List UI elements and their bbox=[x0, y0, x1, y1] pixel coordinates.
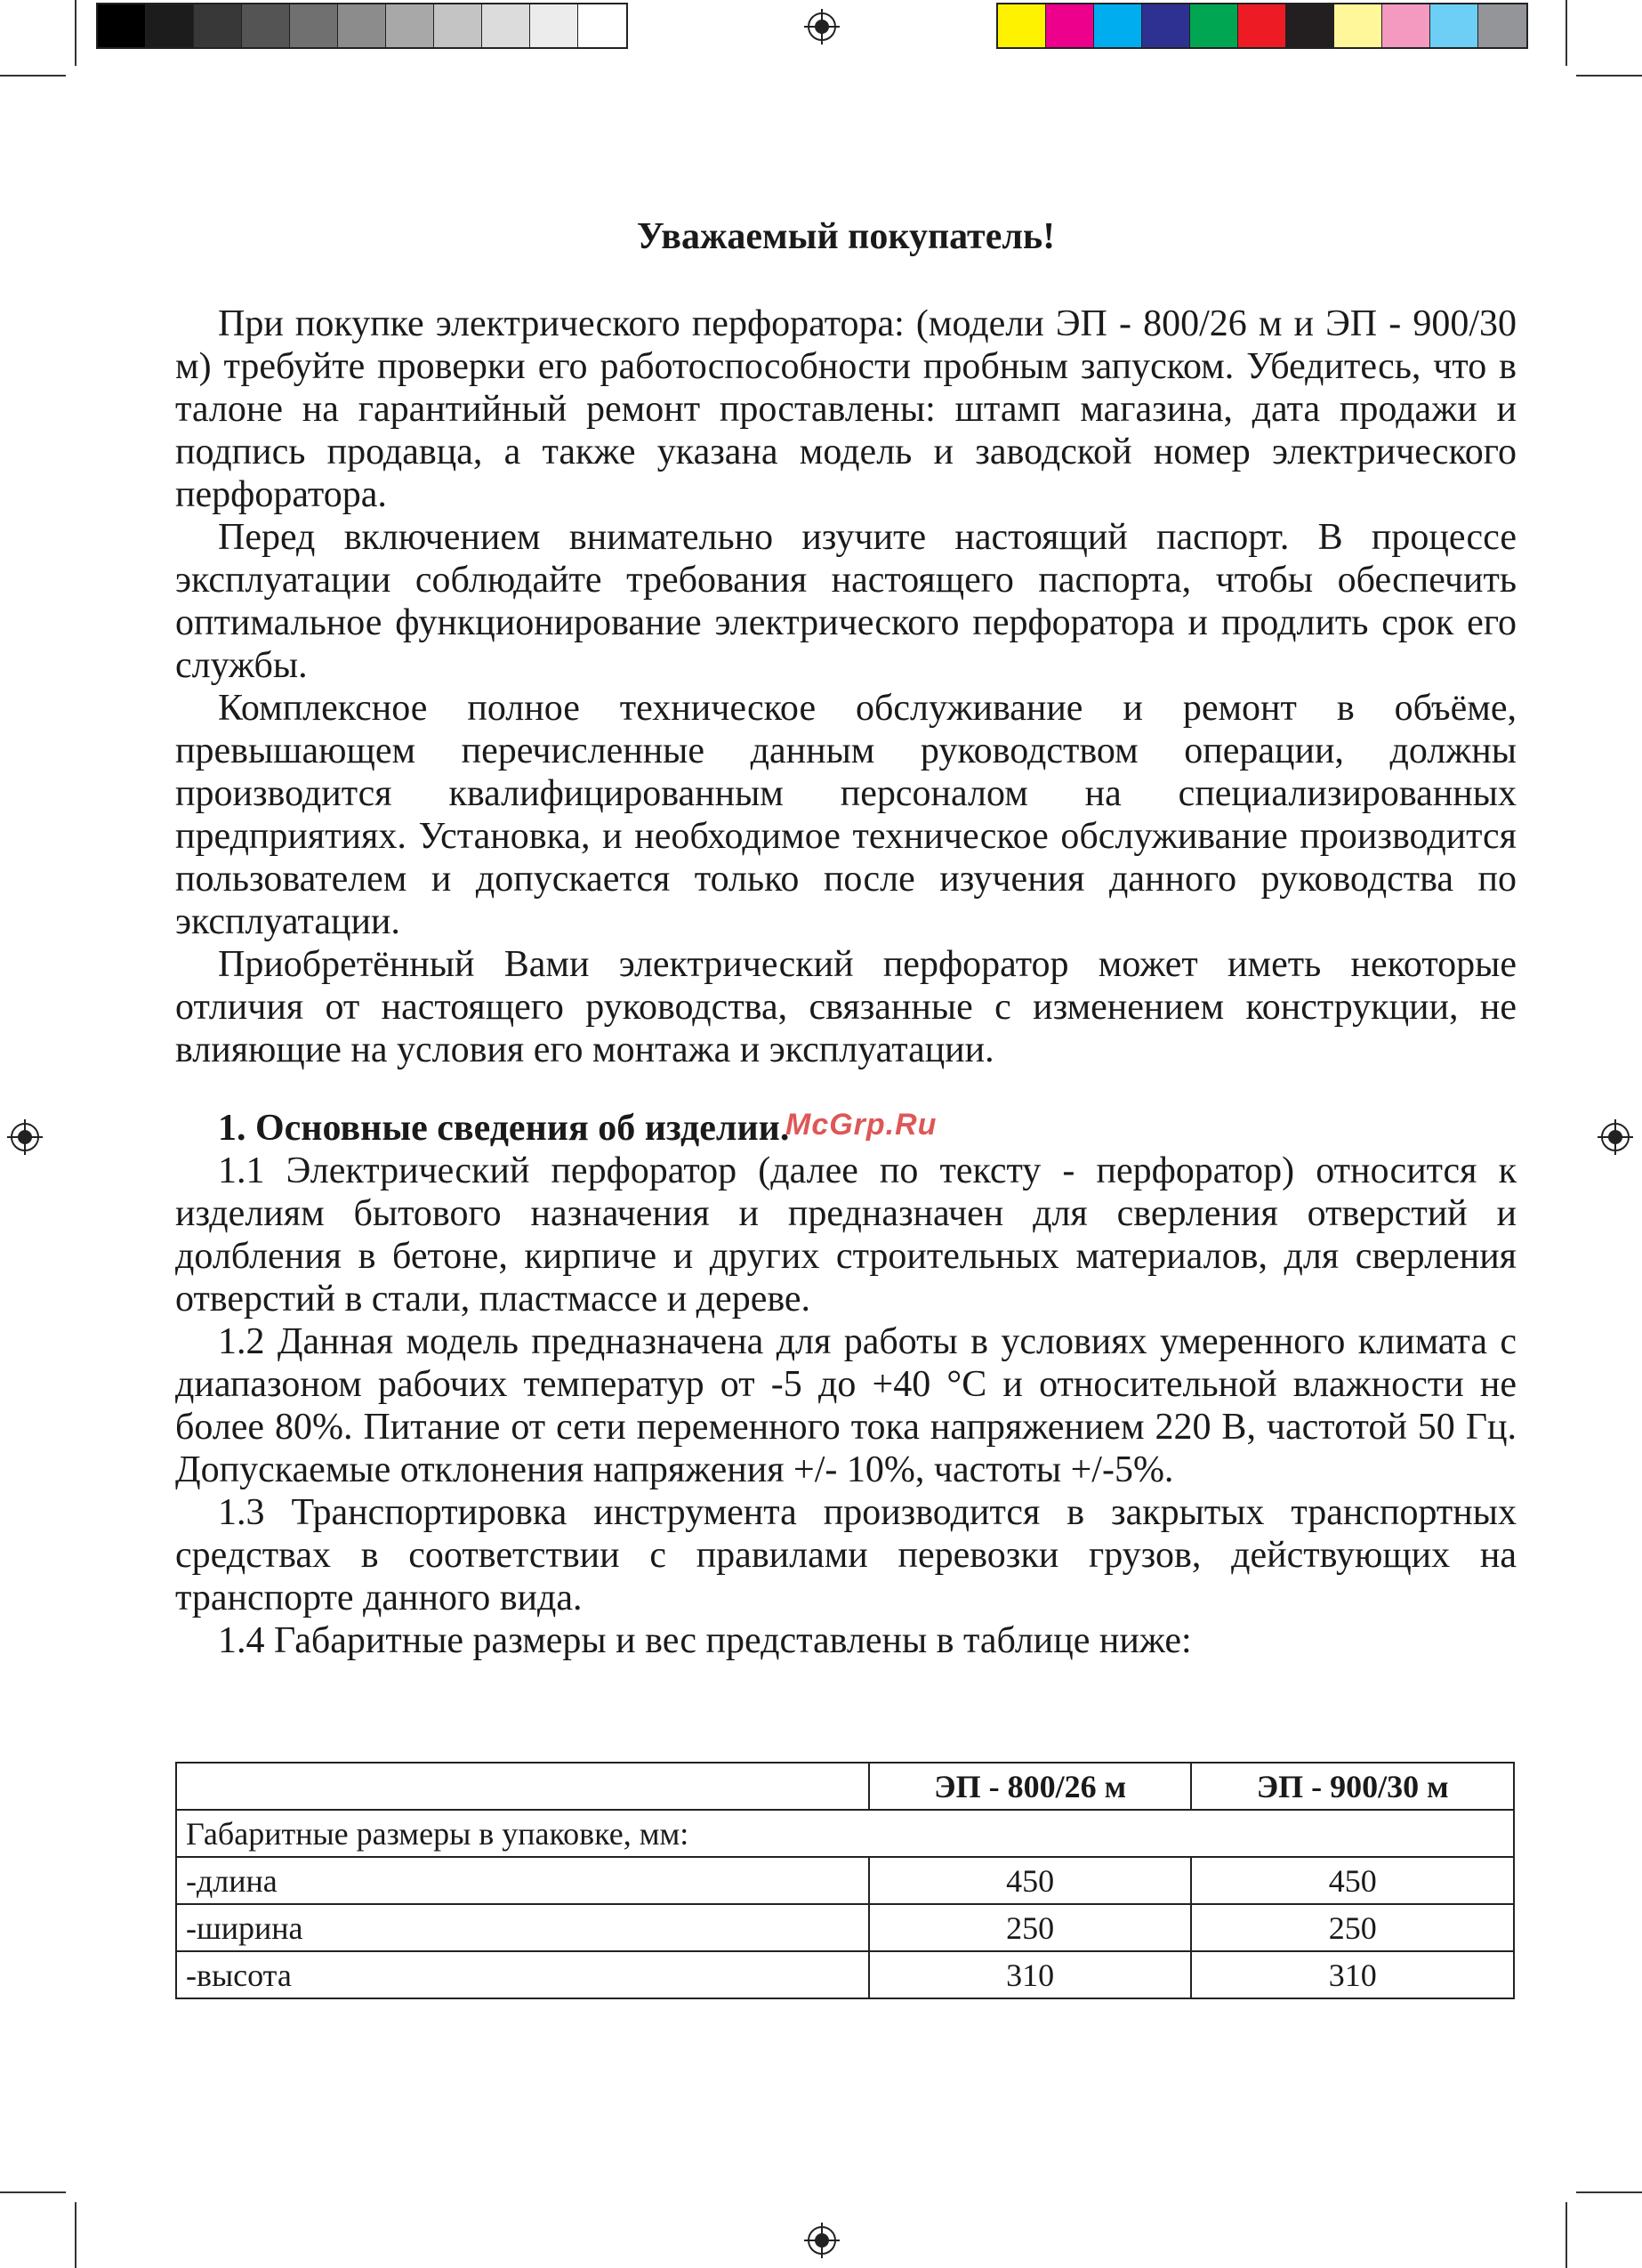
table-cell: 250 bbox=[1191, 1904, 1514, 1951]
intro-paragraph: Комплексное полное техническое обслуживание и ремонт в объёме, превышающем перечисленные данным руководством операции, должны производится квалифицированным персоналом на специализированных предприятиях. Установка, и необходимое техническое обслуживание производится пользователем и допускается только после изучения данного руководства по эксплуатации. bbox=[175, 688, 1517, 942]
crop-mark bbox=[1566, 2202, 1567, 2268]
crop-mark bbox=[75, 2202, 76, 2268]
registration-mark-icon bbox=[7, 1119, 43, 1155]
table-cell: 310 bbox=[869, 1951, 1192, 1998]
intro-paragraph: Перед включением внимательно изучите настоящий паспорт. В процессе эксплуатации соблюдайте требования настоящего паспорта, чтобы обеспечить оптимальное функционирование электрического перфоратора и продлить срок его службы. bbox=[175, 517, 1517, 686]
table-cell: 450 bbox=[869, 1857, 1192, 1904]
section-heading-text: 1. Основные сведения об изделии. bbox=[218, 1108, 790, 1149]
dimensions-table bbox=[175, 1762, 1515, 1999]
crop-mark bbox=[0, 2191, 66, 2193]
table-row bbox=[176, 1904, 1514, 1951]
section-paragraph: 1.2 Данная модель предназначена для работы в условиях умеренного климата с диапазоном рабочих температур от -5 до +40 °С и относительной влажности не более 80%. Питание от сети переменного тока напряжением 220 В, частотой 50 Гц. Допускаемые отклонения напряжения +/- 10%, частоты +/-5%. bbox=[175, 1321, 1517, 1490]
table-cell: -длина bbox=[176, 1857, 869, 1904]
color-swatch bbox=[1238, 4, 1286, 47]
table-row bbox=[176, 1951, 1514, 1998]
table-cell: 250 bbox=[869, 1904, 1192, 1951]
watermark: McGrp.Ru bbox=[785, 1108, 938, 1142]
section-heading bbox=[175, 1107, 1517, 1150]
color-swatch bbox=[1430, 4, 1478, 47]
registration-mark-icon bbox=[804, 2223, 840, 2258]
crop-mark bbox=[1576, 2191, 1642, 2193]
table-cell: 310 bbox=[1191, 1951, 1514, 1998]
color-swatch bbox=[1334, 4, 1382, 47]
color-swatch bbox=[530, 4, 578, 47]
intro-paragraph: При покупке электрического перфоратора: (модели ЭП - 800/26 м и ЭП - 900/30 м) требуйте проверки его работоспособности пробным запуском. Убедитесь, что в талоне на гарантийный ремонт проставлены: штамп магазина, дата продажи и подпись продавца, а также указана модель и заводской номер электрического перфоратора. bbox=[175, 303, 1517, 515]
section-paragraph: 1.4 Габаритные размеры и вес представлены в таблице ниже: bbox=[218, 1620, 1192, 1661]
color-swatch bbox=[98, 4, 146, 47]
color-swatch bbox=[1190, 4, 1238, 47]
color-swatch bbox=[146, 4, 194, 47]
table-group-row bbox=[176, 1810, 1514, 1857]
crop-mark bbox=[75, 0, 76, 66]
color-swatch bbox=[242, 4, 290, 47]
crop-mark bbox=[1576, 75, 1642, 77]
color-swatch bbox=[386, 4, 434, 47]
color-swatch bbox=[1286, 4, 1334, 47]
color-swatch bbox=[482, 4, 530, 47]
color-swatch bbox=[1382, 4, 1430, 47]
color-swatch bbox=[290, 4, 338, 47]
table-header-cell: ЭП - 900/30 м bbox=[1191, 1763, 1514, 1810]
gray-calibration-bar bbox=[96, 3, 628, 49]
color-swatch bbox=[434, 4, 482, 47]
color-swatch bbox=[578, 4, 626, 47]
page-title: Уважаемый покупатель! bbox=[636, 216, 1056, 257]
color-calibration-bar bbox=[996, 3, 1528, 49]
section-paragraph: 1.1 Электрический перфоратор (далее по тексту - перфоратор) относится к изделиям бытового назначения и предназначен для сверления отверстий и долбления в бетоне, кирпиче и других строительных материалов, для сверления отверстий в стали, пластмассе и дереве. bbox=[175, 1150, 1517, 1320]
registration-mark-icon bbox=[804, 9, 840, 44]
section-paragraph: 1.3 Транспортировка инструмента производится в закрытых транспортных средствах в соответствии с правилами перевозки грузов, действующих на транспорте данного вида. bbox=[175, 1492, 1517, 1618]
table-cell: -ширина bbox=[176, 1904, 869, 1951]
crop-mark bbox=[1566, 0, 1567, 66]
document-body bbox=[175, 210, 1517, 1662]
table-cell: 450 bbox=[1191, 1857, 1514, 1904]
intro-paragraph: Приобретённый Вами электрический перфоратор может иметь некоторые отличия от настоящего руководства, связанные с изменением конструкции, не влияющие на условия его монтажа и эксплуатации. bbox=[175, 944, 1517, 1070]
table-group-label: Габаритные размеры в упаковке, мм: bbox=[176, 1810, 1514, 1857]
color-swatch bbox=[1046, 4, 1094, 47]
table-row bbox=[176, 1857, 1514, 1904]
table-header-cell bbox=[176, 1763, 869, 1810]
table-header-cell: ЭП - 800/26 м bbox=[869, 1763, 1192, 1810]
color-swatch bbox=[1142, 4, 1190, 47]
color-swatch bbox=[1478, 4, 1526, 47]
color-swatch bbox=[338, 4, 386, 47]
crop-mark bbox=[0, 75, 66, 77]
table-header-row bbox=[176, 1763, 1514, 1810]
color-swatch bbox=[1094, 4, 1142, 47]
color-swatch bbox=[998, 4, 1046, 47]
color-swatch bbox=[194, 4, 242, 47]
registration-mark-icon bbox=[1598, 1119, 1633, 1155]
table-cell: -высота bbox=[176, 1951, 869, 1998]
